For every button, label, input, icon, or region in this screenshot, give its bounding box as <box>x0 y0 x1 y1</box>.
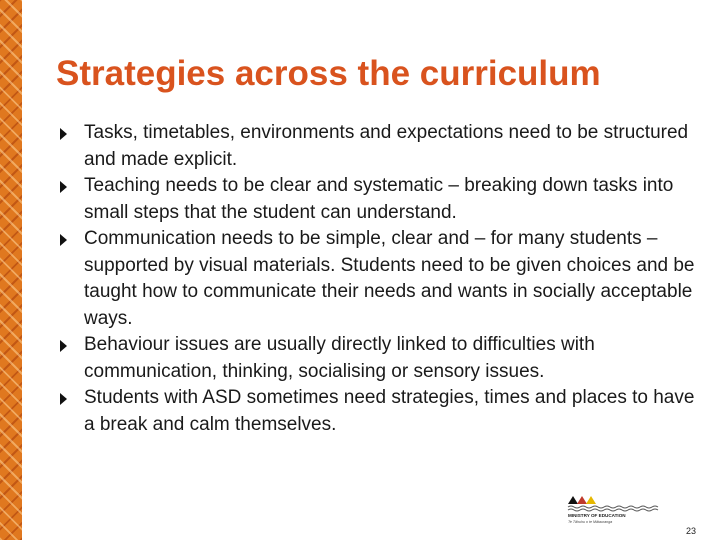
bullet-text: Behaviour issues are usually directly linked to difficulties with communication, thinking, socialising or sensory issues. <box>84 334 595 382</box>
logo-triangle-red <box>577 496 587 504</box>
bullet-text: Students with ASD sometimes need strategies, times and places to have a break and calm themselves. <box>84 387 695 435</box>
triangle-right-icon <box>60 393 67 405</box>
decorative-side-border <box>0 0 22 540</box>
triangle-right-icon <box>60 181 67 193</box>
bullet-text: Tasks, timetables, environments and expectations need to be structured and made explicit. <box>84 122 689 170</box>
bullet-list <box>60 120 700 438</box>
bullet-text: Communication needs to be simple, clear and – for many students – supported by visual materials. Students need to be given choices and be taught how to communicate their needs and wants in socially acceptable ways. <box>84 228 695 329</box>
bullet-item <box>60 385 700 438</box>
bullet-item <box>60 120 700 173</box>
triangle-right-icon <box>60 128 67 140</box>
bullet-text: Teaching needs to be clear and systematic – breaking down tasks into small steps that the student can understand. <box>84 175 674 223</box>
logo-wave-line <box>568 506 658 508</box>
ministry-logo <box>566 494 662 526</box>
triangle-right-icon <box>60 234 67 246</box>
page-number: 23 <box>685 526 696 536</box>
bullet-item <box>60 226 700 332</box>
triangle-right-icon <box>60 340 67 352</box>
logo-triangle-black <box>568 496 578 504</box>
bullet-item <box>60 332 700 385</box>
bullet-item <box>60 173 700 226</box>
logo-wave-line <box>568 509 658 511</box>
logo-title-text: MINISTRY OF EDUCATION <box>568 513 626 518</box>
logo-triangle-yellow <box>586 496 596 504</box>
logo-sub-text: Te Tāhuhu o te Mātauranga <box>568 520 613 524</box>
slide-title: Strategies across the curriculum <box>56 54 601 93</box>
